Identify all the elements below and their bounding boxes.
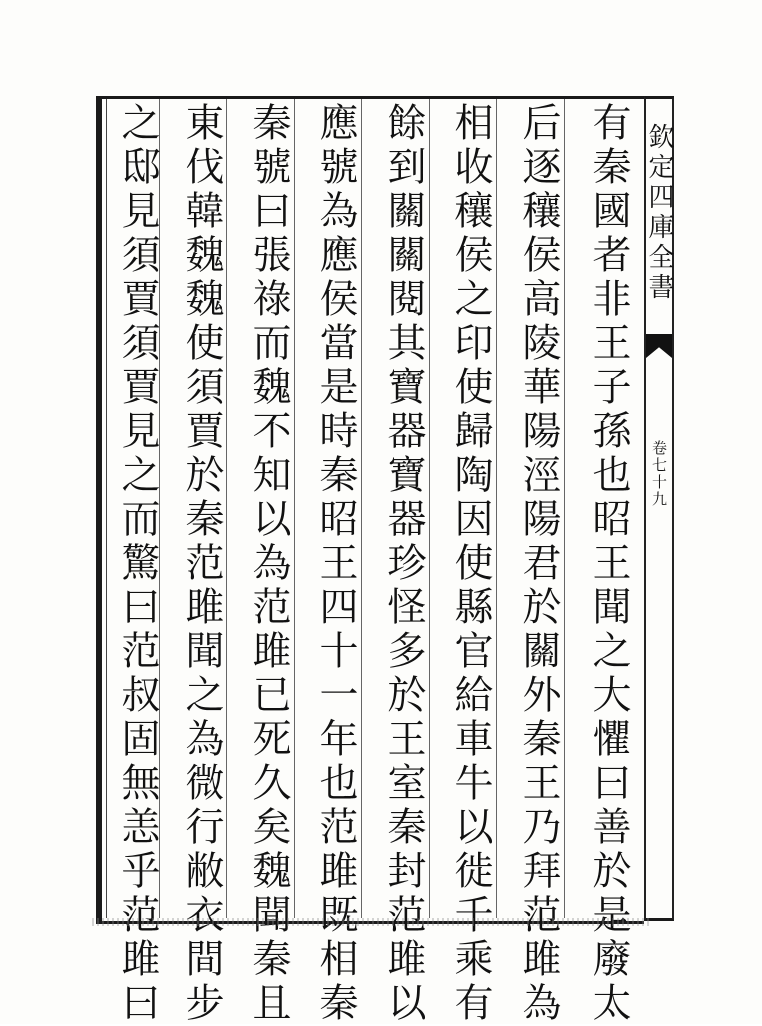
frame-left-inner-border xyxy=(106,99,107,918)
text-column-4: 餘到關關閱其寶器寶器珍怪多於王室秦封范雎以 xyxy=(381,102,426,1026)
text-column-5: 應號為應侯當是時秦昭王四十一年也范雎既相秦 xyxy=(313,102,358,1026)
text-column-1: 有秦國者非王子孫也昭王聞之大懼曰善於是廢太 xyxy=(586,102,631,1026)
juan-label: 卷七十九 xyxy=(650,440,668,508)
text-column-8: 之邸見須賈須賈見之而驚曰范叔固無恙乎范雎曰 xyxy=(115,102,160,1026)
scan-edge xyxy=(92,918,652,926)
text-column-2: 后逐穰侯高陵華陽涇陽君於關外秦王乃拜范雎為 xyxy=(516,102,561,1026)
text-column-6: 秦號曰張祿而魏不知以為范雎已死久矣魏聞秦且 xyxy=(246,102,291,1026)
book-title: 欽定四庫全書 xyxy=(644,122,674,303)
text-column-7: 東伐韓魏魏使須賈於秦范雎聞之為微行敝衣間步 xyxy=(179,102,224,1026)
frame-left-border xyxy=(96,96,102,921)
text-column-3: 相收穰侯之印使歸陶因使縣官給車牛以徙千乘有 xyxy=(448,102,493,1026)
